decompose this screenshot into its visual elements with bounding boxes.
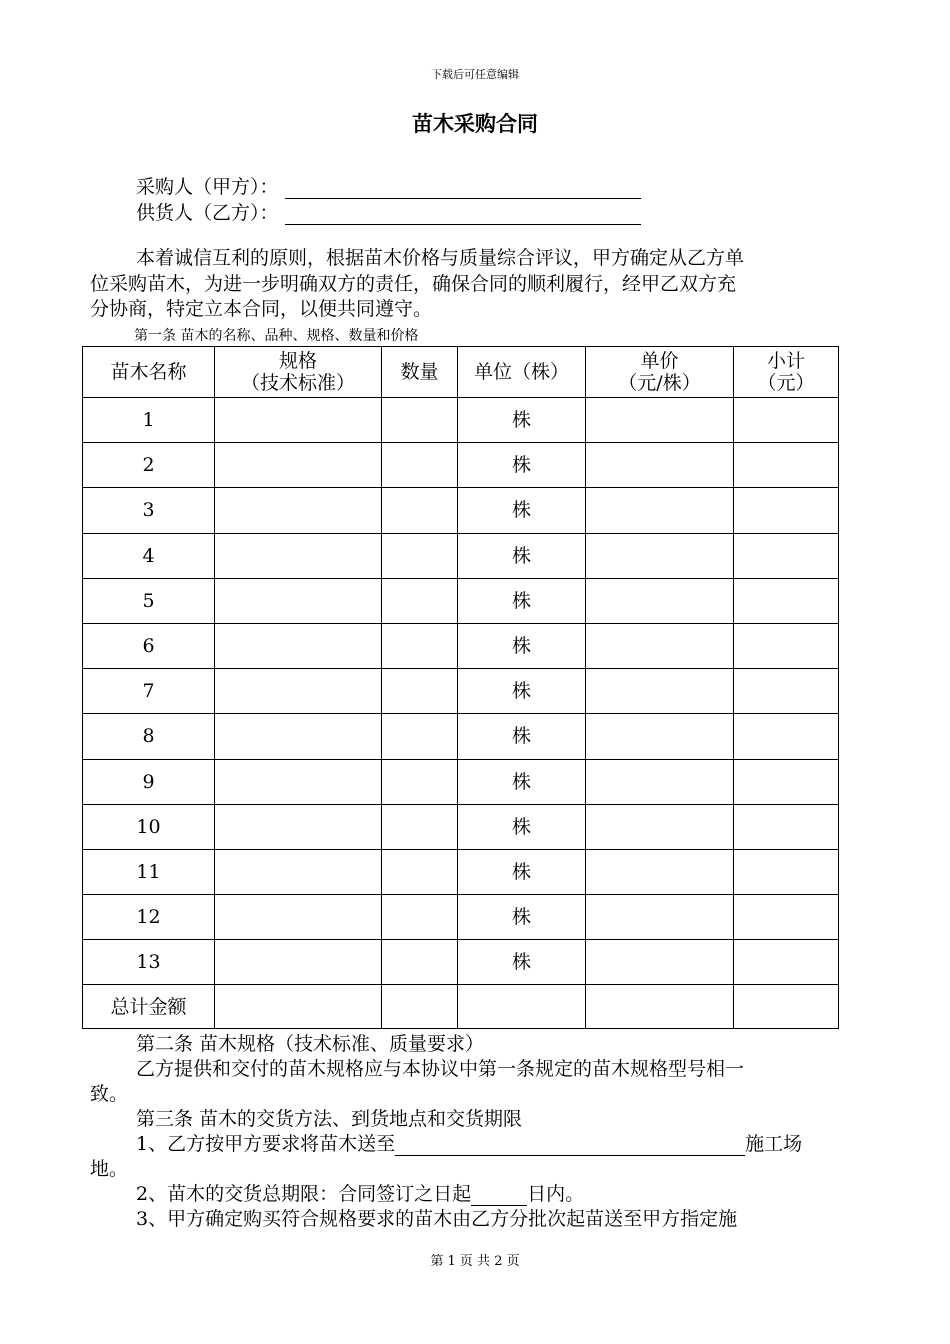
header-spec-2: （技术标准） <box>240 372 355 394</box>
header-subtotal-1: 小计 <box>766 350 805 372</box>
row-number: 1 <box>83 398 215 443</box>
row-cell[interactable] <box>586 895 734 940</box>
row-cell[interactable] <box>586 623 734 668</box>
table-row <box>83 398 839 443</box>
article2-heading: 第二条 苗木规格（技术标准、质量要求） <box>136 1033 485 1055</box>
row-cell[interactable] <box>382 714 458 759</box>
table-row <box>83 669 839 714</box>
row-cell[interactable] <box>382 895 458 940</box>
row-unit: 株 <box>458 759 586 804</box>
page-footer: 第 1 页 共 2 页 <box>430 1254 520 1269</box>
item1-post: 施工场 <box>745 1133 803 1155</box>
row-cell[interactable] <box>215 759 382 804</box>
row-unit: 株 <box>458 895 586 940</box>
row-cell[interactable] <box>382 669 458 714</box>
row-cell[interactable] <box>734 940 839 985</box>
row-cell[interactable] <box>382 443 458 488</box>
row-cell[interactable] <box>586 398 734 443</box>
row-cell[interactable] <box>734 804 839 849</box>
total-cell[interactable] <box>215 985 382 1029</box>
supplier-line <box>136 198 641 225</box>
row-unit: 株 <box>458 849 586 894</box>
article3-item2 <box>136 1182 584 1206</box>
row-cell[interactable] <box>586 669 734 714</box>
row-unit: 株 <box>458 398 586 443</box>
row-cell[interactable] <box>586 759 734 804</box>
row-cell[interactable] <box>586 849 734 894</box>
row-number: 12 <box>83 895 215 940</box>
row-cell[interactable] <box>586 714 734 759</box>
article2-line-1: 乙方提供和交付的苗木规格应与本协议中第一条规定的苗木规格型号相一 <box>136 1058 745 1080</box>
row-cell[interactable] <box>734 578 839 623</box>
total-cell[interactable] <box>586 985 734 1029</box>
row-cell[interactable] <box>215 714 382 759</box>
row-number: 9 <box>83 759 215 804</box>
row-cell[interactable] <box>734 849 839 894</box>
table-row <box>83 895 839 940</box>
row-cell[interactable] <box>215 895 382 940</box>
table-total-row <box>83 985 839 1029</box>
row-unit: 株 <box>458 578 586 623</box>
row-cell[interactable] <box>215 669 382 714</box>
buyer-label: 采购人（甲方）： <box>136 176 279 198</box>
row-cell[interactable] <box>586 488 734 533</box>
row-number: 11 <box>83 849 215 894</box>
row-cell[interactable] <box>734 488 839 533</box>
header-price-1: 单价 <box>640 350 679 372</box>
article3-heading: 第三条 苗木的交货方法、到货地点和交货期限 <box>136 1108 523 1130</box>
row-cell[interactable] <box>215 578 382 623</box>
table-row <box>83 940 839 985</box>
header-unit: 单位（株） <box>458 347 586 398</box>
item1-pre: 1、乙方按甲方要求将苗木送至 <box>136 1133 396 1155</box>
header-note: 下载后可任意编辑 <box>431 68 519 81</box>
total-label: 总计金额 <box>83 985 215 1029</box>
row-cell[interactable] <box>382 533 458 578</box>
row-cell[interactable] <box>382 398 458 443</box>
row-cell[interactable] <box>734 398 839 443</box>
row-cell[interactable] <box>734 669 839 714</box>
row-cell[interactable] <box>734 759 839 804</box>
article1-heading: 第一条 苗木的名称、品种、规格、数量和价格 <box>134 328 419 344</box>
delivery-site-blank[interactable] <box>395 1135 745 1156</box>
table-row <box>83 533 839 578</box>
row-cell[interactable] <box>734 623 839 668</box>
header-spec-1: 规格 <box>278 350 317 372</box>
row-cell[interactable] <box>734 714 839 759</box>
row-number: 13 <box>83 940 215 985</box>
header-price-2: （元/株） <box>618 372 701 394</box>
row-cell[interactable] <box>382 623 458 668</box>
article3-item1 <box>136 1132 802 1156</box>
intro-line-1: 本着诚信互利的原则，根据苗木价格与质量综合评议，甲方确定从乙方单 <box>136 247 745 269</box>
row-number: 2 <box>83 443 215 488</box>
row-cell[interactable] <box>215 623 382 668</box>
row-cell[interactable] <box>382 759 458 804</box>
row-cell[interactable] <box>215 443 382 488</box>
row-cell[interactable] <box>382 578 458 623</box>
row-number: 6 <box>83 623 215 668</box>
row-cell[interactable] <box>215 849 382 894</box>
row-cell[interactable] <box>382 488 458 533</box>
row-unit: 株 <box>458 940 586 985</box>
total-cell[interactable] <box>458 985 586 1029</box>
row-number: 7 <box>83 669 215 714</box>
row-number: 4 <box>83 533 215 578</box>
table-row <box>83 488 839 533</box>
supplier-label: 供货人（乙方）： <box>136 202 279 224</box>
buyer-blank[interactable] <box>285 179 641 199</box>
table-row <box>83 759 839 804</box>
total-cell[interactable] <box>734 985 839 1029</box>
table-row <box>83 443 839 488</box>
intro-line-2: 位采购苗木，为进一步明确双方的责任，确保合同的顺利履行，经甲乙双方充 <box>90 273 737 295</box>
row-unit: 株 <box>458 623 586 668</box>
row-cell[interactable] <box>215 533 382 578</box>
row-cell[interactable] <box>586 940 734 985</box>
header-price <box>586 347 734 398</box>
row-unit: 株 <box>458 533 586 578</box>
table-row <box>83 578 839 623</box>
header-name: 苗木名称 <box>83 347 215 398</box>
article3-item1-line2: 地。 <box>90 1158 129 1180</box>
table-row <box>83 623 839 668</box>
item2-pre: 2、苗木的交货总期限：合同签订之日起 <box>136 1183 472 1205</box>
row-unit: 株 <box>458 443 586 488</box>
row-cell[interactable] <box>586 533 734 578</box>
row-cell[interactable] <box>586 804 734 849</box>
row-unit: 株 <box>458 714 586 759</box>
row-cell[interactable] <box>586 443 734 488</box>
article3-item3: 3、甲方确定购买符合规格要求的苗木由乙方分批次起苗送至甲方指定施 <box>136 1208 738 1230</box>
header-spec <box>215 347 382 398</box>
row-cell[interactable] <box>215 488 382 533</box>
total-cell[interactable] <box>382 985 458 1029</box>
header-subtotal <box>734 347 839 398</box>
table-row <box>83 804 839 849</box>
row-cell[interactable] <box>382 849 458 894</box>
row-cell[interactable] <box>734 533 839 578</box>
table-header-row <box>83 347 839 398</box>
row-cell[interactable] <box>215 804 382 849</box>
row-cell[interactable] <box>734 443 839 488</box>
header-qty: 数量 <box>382 347 458 398</box>
row-cell[interactable] <box>382 804 458 849</box>
row-cell[interactable] <box>215 940 382 985</box>
supplier-blank[interactable] <box>285 205 641 225</box>
header-subtotal-2: （元） <box>757 372 815 394</box>
seedling-table <box>82 346 839 1029</box>
delivery-days-blank[interactable] <box>471 1185 527 1206</box>
row-unit: 株 <box>458 488 586 533</box>
table-row <box>83 714 839 759</box>
item2-post: 日内。 <box>527 1183 585 1205</box>
intro-line-3: 分协商，特定立本合同，以便共同遵守。 <box>90 298 433 320</box>
page-title: 苗木采购合同 <box>412 111 538 136</box>
row-cell[interactable] <box>586 578 734 623</box>
table-row <box>83 849 839 894</box>
buyer-line <box>136 172 641 199</box>
row-cell[interactable] <box>382 940 458 985</box>
article2-line-2: 致。 <box>90 1083 129 1105</box>
row-cell[interactable] <box>215 398 382 443</box>
row-unit: 株 <box>458 804 586 849</box>
row-number: 3 <box>83 488 215 533</box>
row-cell[interactable] <box>734 895 839 940</box>
row-unit: 株 <box>458 669 586 714</box>
row-number: 8 <box>83 714 215 759</box>
row-number: 10 <box>83 804 215 849</box>
row-number: 5 <box>83 578 215 623</box>
